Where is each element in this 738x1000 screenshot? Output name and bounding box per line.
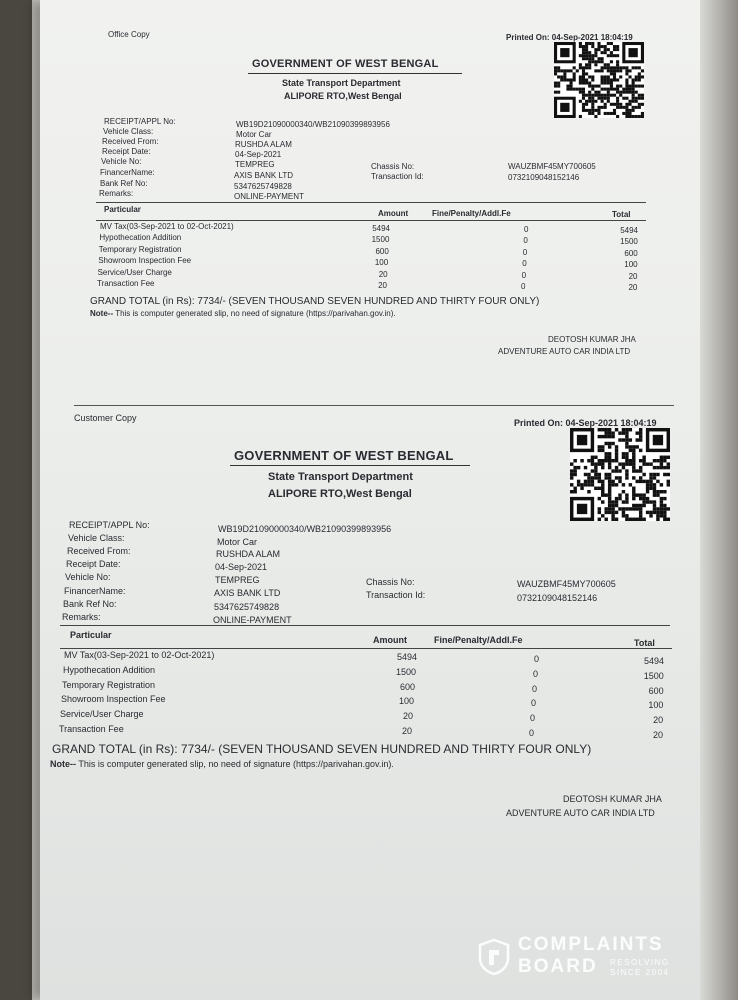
copy-label: Office Copy — [108, 30, 150, 39]
printed-on: Printed On: 04-Sep-2021 18:04:19 — [506, 33, 633, 42]
cell-particular: Transaction Fee — [59, 724, 124, 734]
cell-fine: 0 — [522, 247, 528, 257]
cell-total: 1500 — [620, 237, 638, 247]
watermark-tag2: SINCE 2004 — [610, 968, 670, 977]
cell-total: 100 — [648, 700, 664, 711]
cell-particular: MV Tax(03-Sep-2021 to 02-Oct-2021) — [100, 222, 234, 231]
cell-fine: 0 — [522, 259, 527, 269]
cell-amount: 1500 — [371, 235, 390, 245]
field-label: Transaction Id: — [371, 172, 424, 181]
field-value: RUSHDA ALAM — [216, 549, 281, 559]
cell-particular: Hypothecation Addition — [99, 233, 182, 243]
cell-fine: 0 — [533, 668, 539, 679]
field-label: Vehicle Class: — [103, 127, 154, 136]
cell-total: 20 — [652, 730, 663, 740]
table-header: Particular — [70, 630, 112, 640]
cell-amount: 20 — [401, 726, 412, 736]
field-value: Motor Car — [236, 130, 272, 139]
field-label: Vehicle Class: — [68, 533, 125, 543]
copy-label: Customer Copy — [74, 413, 137, 423]
cell-particular: Service/User Charge — [60, 709, 144, 720]
cell-total: 600 — [624, 248, 638, 258]
cell-total: 100 — [624, 260, 638, 270]
cell-amount: 600 — [375, 246, 389, 256]
field-value: 5347625749828 — [214, 602, 280, 612]
cell-fine: 0 — [534, 654, 540, 664]
field-value: 04-Sep-2021 — [215, 562, 268, 572]
table-header-rule — [60, 648, 672, 649]
field-value: RUSHDA ALAM — [235, 140, 292, 149]
cell-fine: 0 — [530, 713, 536, 724]
cell-total: 20 — [628, 271, 638, 281]
table-header: Amount — [373, 635, 407, 645]
table-header: Fine/Penalty/Addl.Fe — [432, 209, 511, 218]
field-value: 0732109048152146 — [517, 593, 598, 603]
cell-total: 20 — [628, 283, 638, 292]
field-label: RECEIPT/APPL No: — [104, 117, 176, 126]
field-label: Receipt Date: — [102, 147, 151, 156]
cell-amount: 100 — [374, 258, 389, 268]
cell-amount: 5494 — [396, 652, 417, 662]
page-title: GOVERNMENT OF WEST BENGAL — [252, 58, 439, 70]
cell-particular: Temporary Registration — [62, 679, 156, 690]
table-top-rule — [60, 625, 670, 626]
field-label: FinancerName: — [64, 586, 126, 596]
field-label: Chassis No: — [366, 577, 415, 587]
cell-total: 5494 — [643, 656, 664, 666]
note — [90, 309, 396, 318]
cell-amount: 100 — [398, 696, 414, 707]
field-label: Receipt Date: — [66, 559, 121, 569]
note-prefix: Note-- — [50, 759, 76, 769]
cell-total: 1500 — [643, 670, 664, 681]
table-header-rule — [96, 220, 646, 221]
cell-total: 600 — [648, 685, 664, 696]
field-label: FinancerName: — [100, 168, 155, 177]
field-label: Bank Ref No: — [63, 599, 117, 609]
department-name: State Transport Department — [268, 471, 413, 483]
field-value: AXIS BANK LTD — [214, 588, 281, 598]
field-value: 04-Sep-2021 — [235, 150, 282, 159]
page-title: GOVERNMENT OF WEST BENGAL — [234, 448, 454, 463]
cell-fine: 0 — [531, 698, 537, 709]
cell-amount: 600 — [399, 681, 415, 692]
signatory-company: ADVENTURE AUTO CAR INDIA LTD — [498, 347, 631, 356]
field-label: Chassis No: — [371, 162, 415, 171]
signatory-name: DEOTOSH KUMAR JHA — [563, 794, 662, 804]
cell-particular: Showroom Inspection Fee — [98, 256, 192, 266]
field-value: 5347625749828 — [234, 182, 292, 191]
watermark-line1: COMPLAINTS — [518, 934, 664, 955]
field-value: 0732109048152146 — [508, 173, 580, 182]
field-value: WB19D21090000340/WB21090399893956 — [236, 120, 390, 129]
cell-particular: Service/User Charge — [97, 267, 172, 277]
title-underline — [248, 73, 462, 74]
cell-fine: 0 — [524, 225, 529, 234]
paper-stack-right-edge — [700, 0, 738, 1000]
note-text: This is computer generated slip, no need of signature (https://parivahan.gov.in). — [113, 309, 396, 318]
table-header: Total — [612, 210, 631, 219]
cell-amount: 20 — [402, 711, 413, 722]
cell-fine: 0 — [521, 282, 526, 291]
watermark-line2: BOARD — [518, 956, 598, 977]
table-header: Fine/Penalty/Addl.Fe — [434, 635, 523, 645]
cell-total: 20 — [653, 715, 664, 726]
field-value: WAUZBMF45MY700605 — [508, 162, 596, 171]
grand-total: GRAND TOTAL (in Rs): 7734/- (SEVEN THOUSAND SEVEN HUNDRED AND THIRTY FOUR ONLY) — [52, 742, 592, 756]
rto-office: ALIPORE RTO,West Bengal — [268, 488, 412, 500]
field-label: Received From: — [67, 546, 131, 556]
receipt-paper — [40, 0, 700, 1000]
field-value: WB19D21090000340/WB21090399893956 — [218, 524, 392, 534]
watermark-tag1: RESOLVING — [610, 958, 670, 967]
signatory-name: DEOTOSH KUMAR JHA — [548, 335, 636, 344]
rto-office: ALIPORE RTO,West Bengal — [284, 91, 402, 101]
cell-amount: 20 — [378, 269, 388, 279]
cell-amount: 1500 — [395, 666, 416, 677]
cell-total: 5494 — [620, 226, 638, 235]
table-header: Particular — [104, 205, 141, 214]
note-text: This is computer generated slip, no need of signature (https://parivahan.gov.in). — [76, 759, 394, 769]
cell-amount: 5494 — [372, 224, 390, 233]
printed-on: Printed On: 04-Sep-2021 18:04:19 — [514, 418, 657, 428]
cell-particular: Temporary Registration — [98, 244, 182, 254]
field-value: AXIS BANK LTD — [234, 171, 293, 180]
cell-fine: 0 — [532, 683, 538, 694]
title-underline — [230, 465, 470, 466]
field-value: TEMPREG — [235, 160, 275, 169]
shield-icon — [478, 938, 510, 976]
field-label: Vehicle No: — [65, 572, 111, 582]
cell-fine: 0 — [523, 236, 528, 246]
field-label: RECEIPT/APPL No: — [69, 520, 150, 530]
field-label: Vehicle No: — [101, 157, 142, 166]
field-value: ONLINE-PAYMENT — [234, 192, 304, 201]
field-label: Remarks: — [99, 189, 134, 198]
field-value: Motor Car — [217, 537, 258, 547]
table-top-rule — [96, 202, 646, 203]
cell-fine: 0 — [521, 270, 527, 280]
cell-amount: 20 — [378, 281, 387, 290]
watermark-logo — [478, 934, 698, 982]
field-label: Transaction Id: — [366, 590, 426, 600]
cell-particular: MV Tax(03-Sep-2021 to 02-Oct-2021) — [64, 650, 215, 660]
cell-particular: Hypothecation Addition — [63, 664, 156, 675]
cell-particular: Showroom Inspection Fee — [61, 694, 166, 705]
field-value: TEMPREG — [215, 575, 260, 585]
table-header: Total — [634, 638, 655, 648]
cell-fine: 0 — [529, 728, 535, 738]
department-name: State Transport Department — [282, 78, 401, 88]
copy-divider — [74, 405, 674, 406]
qr-code-icon — [570, 428, 670, 521]
grand-total: GRAND TOTAL (in Rs): 7734/- (SEVEN THOUSAND SEVEN HUNDRED AND THIRTY FOUR ONLY) — [90, 296, 540, 307]
signatory-company: ADVENTURE AUTO CAR INDIA LTD — [506, 808, 655, 818]
field-label: Bank Ref No: — [100, 179, 148, 188]
table-header: Amount — [378, 209, 409, 218]
field-value: WAUZBMF45MY700605 — [517, 579, 616, 589]
note-prefix: Note-- — [90, 309, 114, 318]
field-value: ONLINE-PAYMENT — [213, 615, 292, 625]
note — [50, 759, 394, 769]
field-label: Received From: — [102, 137, 159, 146]
field-label: Remarks: — [62, 612, 101, 622]
qr-code-icon — [554, 42, 644, 118]
cell-particular: Transaction Fee — [97, 279, 155, 288]
